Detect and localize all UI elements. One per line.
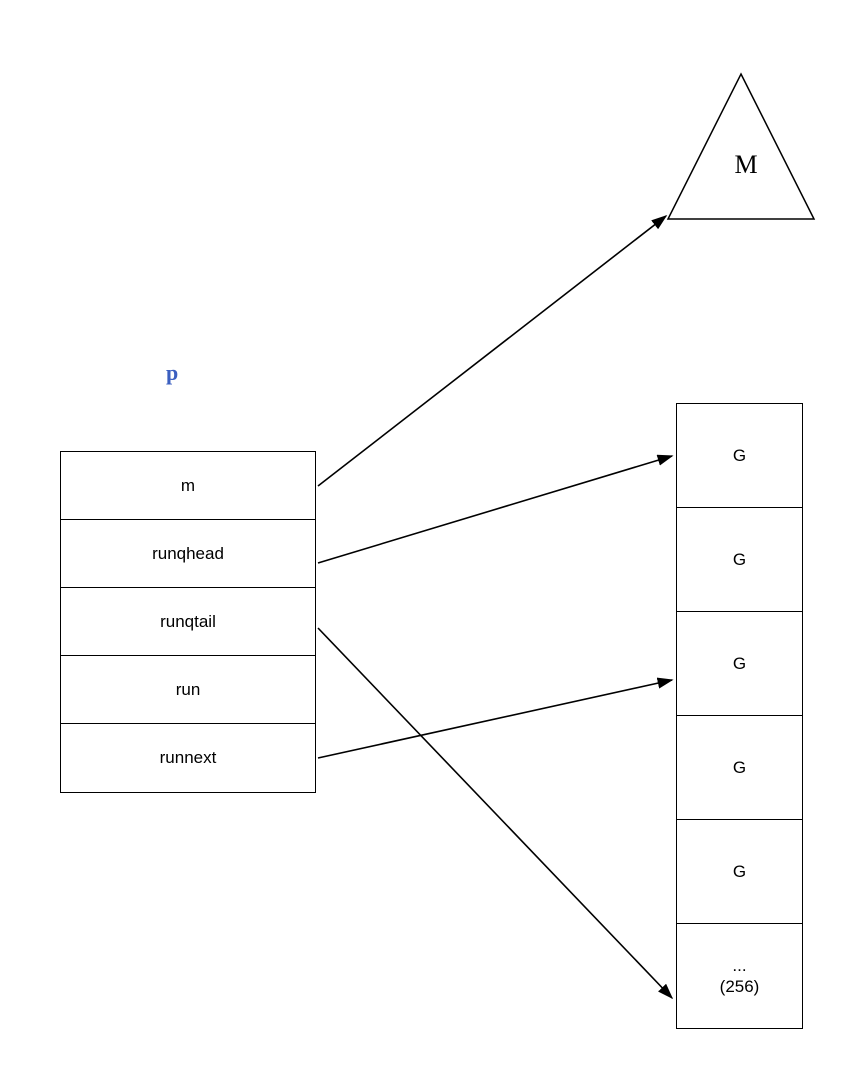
m-triangle <box>668 74 814 219</box>
g-queue-cell-1: G <box>677 404 802 508</box>
g-queue-cell-5: G <box>677 820 802 924</box>
g-queue-ellipsis: ... <box>732 955 747 975</box>
arrow-runnext-to-g3 <box>318 680 672 758</box>
g-queue-box <box>676 403 803 1029</box>
p-field-runqhead: runqhead <box>61 520 315 588</box>
g-queue-cell-3: G <box>677 612 802 716</box>
p-label: p <box>166 360 179 385</box>
g-queue-count: (256) <box>719 977 760 996</box>
m-label: M <box>734 150 758 179</box>
g-queue-cell-4: G <box>677 716 802 820</box>
p-field-runqtail: runqtail <box>61 588 315 656</box>
p-field-m: m <box>61 452 315 520</box>
g-queue-cell-overflow <box>677 924 802 1028</box>
g-queue-cell-2: G <box>677 508 802 612</box>
p-field-runnext: runnext <box>159 748 217 767</box>
p-struct-box <box>60 451 316 793</box>
arrow-runqtail-to-g256 <box>318 628 672 998</box>
arrow-m-to-m-triangle <box>318 216 666 486</box>
arrow-runqhead-to-g1 <box>318 456 672 563</box>
p-field-run: run <box>61 656 315 724</box>
